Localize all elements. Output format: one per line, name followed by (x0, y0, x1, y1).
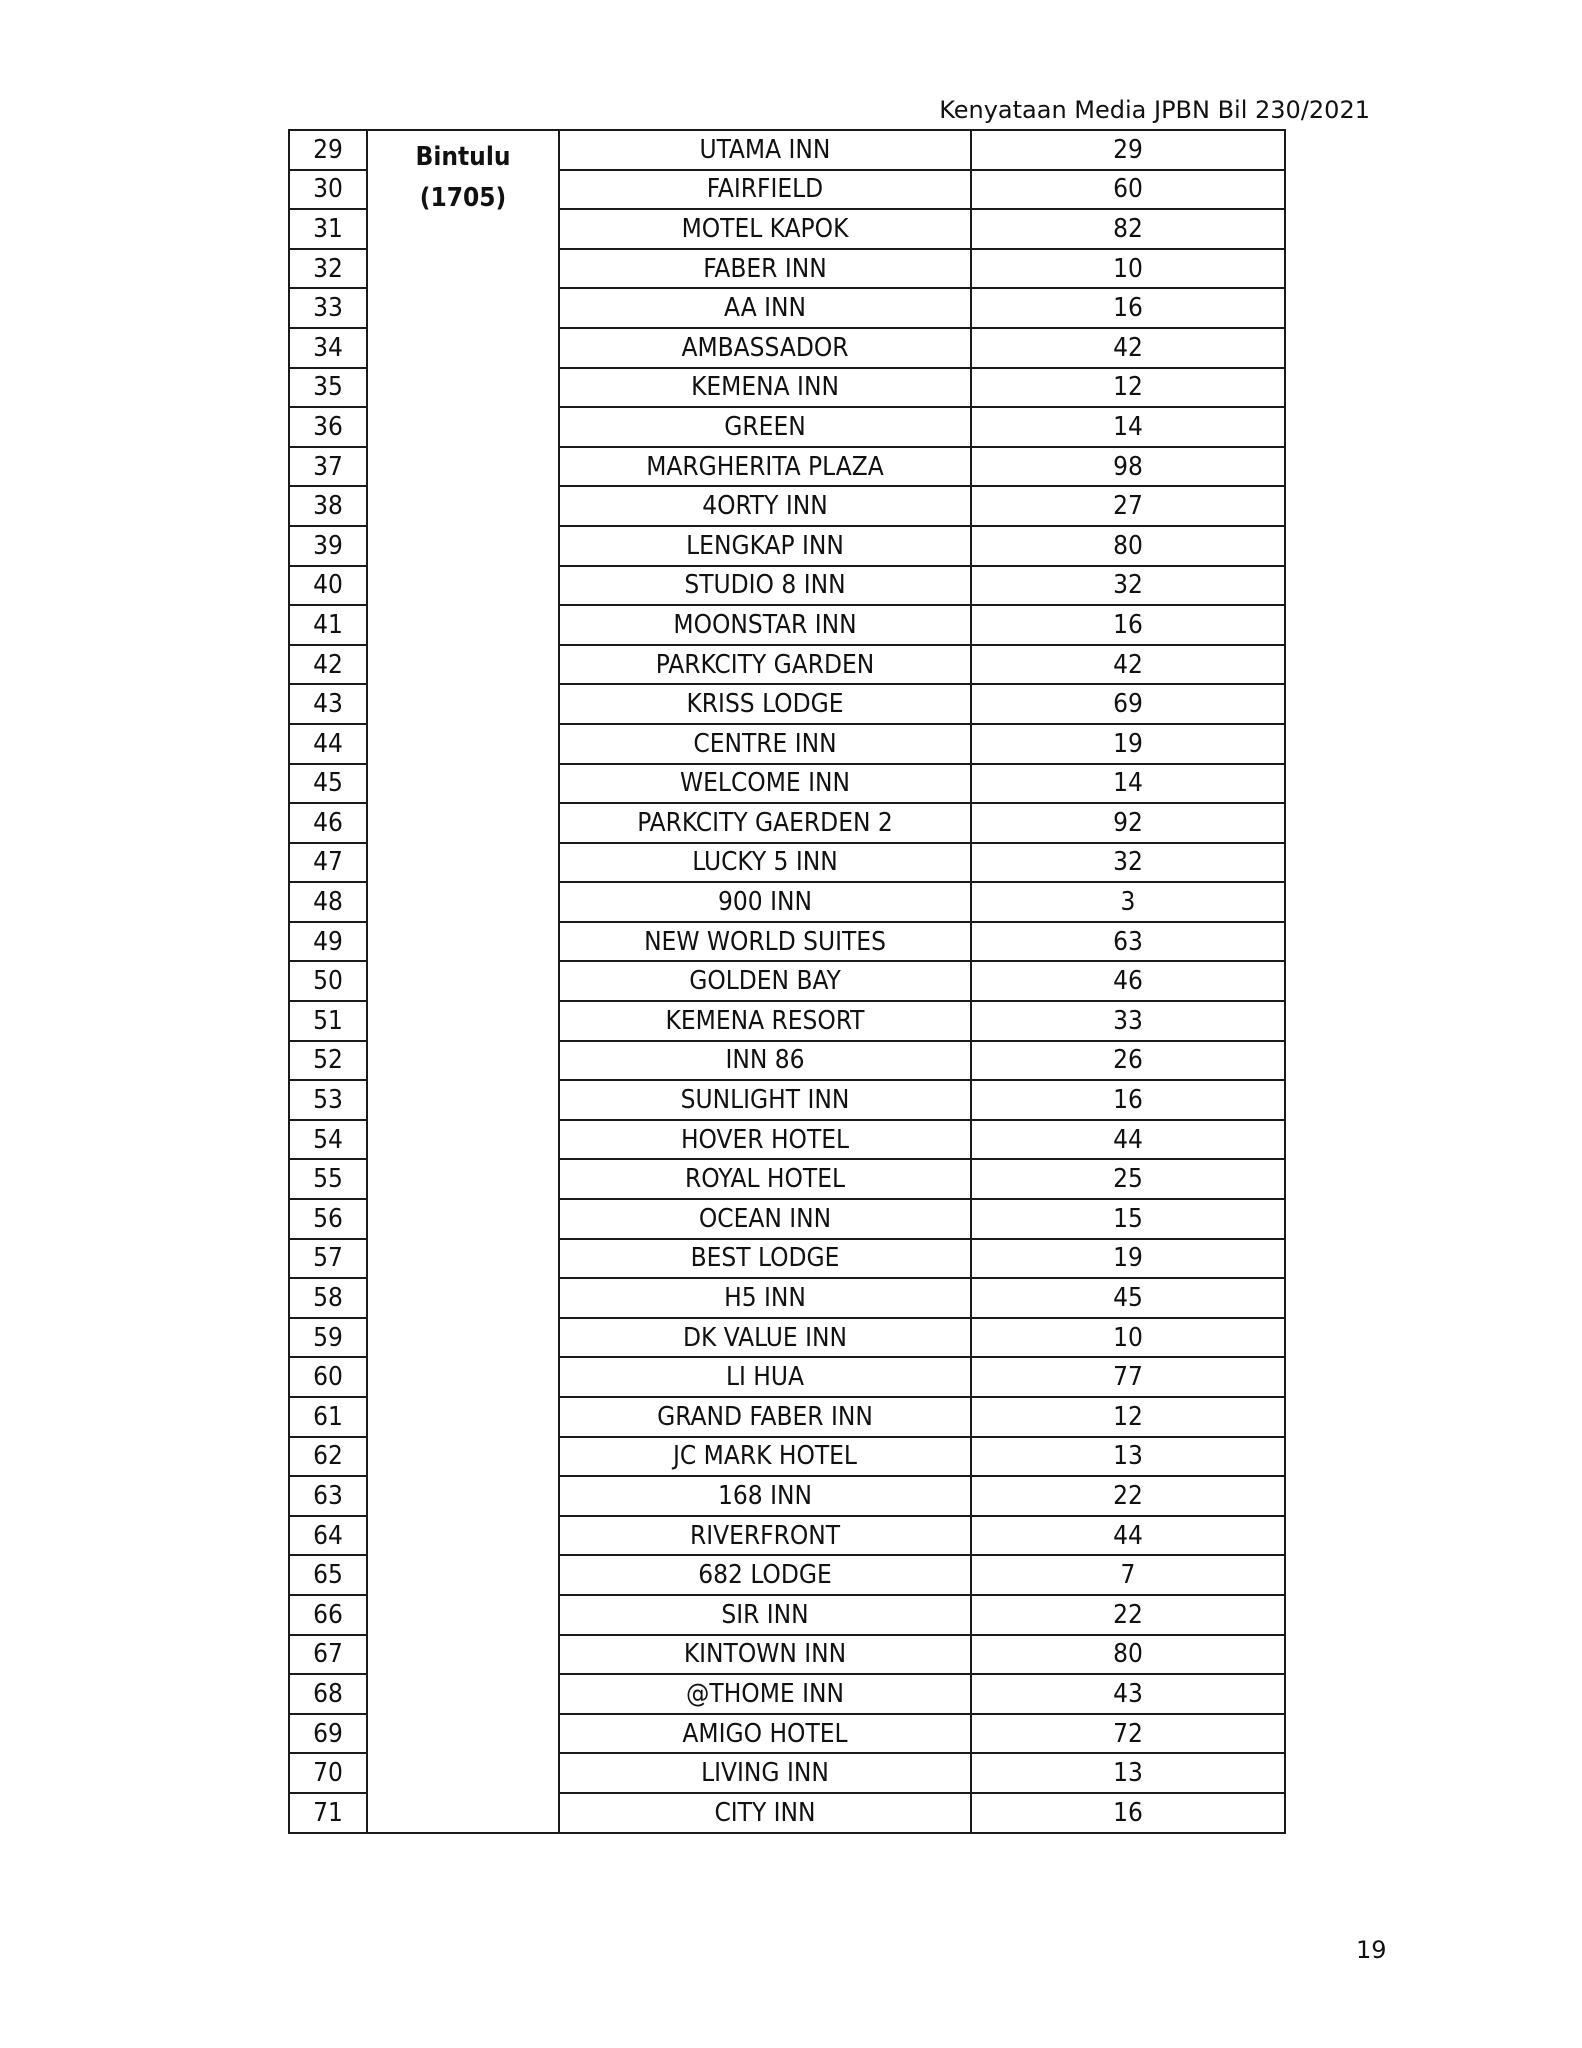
hotel-name: JC MARK HOTEL (559, 1437, 971, 1477)
row-number: 36 (289, 407, 367, 447)
hotel-name: LI HUA (559, 1357, 971, 1397)
row-number: 47 (289, 843, 367, 883)
row-number: 46 (289, 803, 367, 843)
row-number: 42 (289, 645, 367, 685)
hotel-count: 45 (971, 1278, 1285, 1318)
division-total: (1705) (419, 183, 507, 213)
hotel-name: CITY INN (559, 1793, 971, 1833)
hotel-name: WELCOME INN (559, 764, 971, 804)
row-number: 71 (289, 1793, 367, 1833)
hotel-count: 98 (971, 447, 1285, 487)
row-number: 39 (289, 526, 367, 566)
hotel-name: OCEAN INN (559, 1199, 971, 1239)
hotel-count: 32 (971, 566, 1285, 606)
hotel-count: 19 (971, 1239, 1285, 1279)
hotel-count: 16 (971, 605, 1285, 645)
division-name: Bintulu (415, 142, 511, 172)
row-number: 49 (289, 922, 367, 962)
hotel-count: 33 (971, 1001, 1285, 1041)
hotel-name: 4ORTY INN (559, 486, 971, 526)
row-number: 44 (289, 724, 367, 764)
hotel-name: LENGKAP INN (559, 526, 971, 566)
hotel-name: KEMENA RESORT (559, 1001, 971, 1041)
hotel-count: 46 (971, 961, 1285, 1001)
hotel-count: 10 (971, 249, 1285, 289)
hotel-count: 80 (971, 1635, 1285, 1675)
page-header: Kenyataan Media JPBN Bil 230/2021 (939, 96, 1370, 124)
hotel-count: 3 (971, 882, 1285, 922)
row-number: 51 (289, 1001, 367, 1041)
hotel-count: 19 (971, 724, 1285, 764)
hotel-count: 22 (971, 1476, 1285, 1516)
row-number: 52 (289, 1041, 367, 1081)
row-number: 43 (289, 684, 367, 724)
hotel-count: 92 (971, 803, 1285, 843)
hotel-name: UTAMA INN (559, 130, 971, 170)
row-number: 32 (289, 249, 367, 289)
hotel-name: SIR INN (559, 1595, 971, 1635)
hotel-name: CENTRE INN (559, 724, 971, 764)
row-number: 62 (289, 1437, 367, 1477)
hotel-count: 32 (971, 843, 1285, 883)
row-number: 45 (289, 764, 367, 804)
hotel-count: 63 (971, 922, 1285, 962)
hotel-count: 12 (971, 1397, 1285, 1437)
hotel-name: ROYAL HOTEL (559, 1159, 971, 1199)
hotel-name: AMBASSADOR (559, 328, 971, 368)
hotel-name: 682 LODGE (559, 1555, 971, 1595)
hotel-name: PARKCITY GARDEN (559, 645, 971, 685)
row-number: 63 (289, 1476, 367, 1516)
hotel-count: 26 (971, 1041, 1285, 1081)
row-number: 29 (289, 130, 367, 170)
row-number: 61 (289, 1397, 367, 1437)
hotel-name: MARGHERITA PLAZA (559, 447, 971, 487)
hotel-count: 15 (971, 1199, 1285, 1239)
hotel-name: INN 86 (559, 1041, 971, 1081)
hotel-table (288, 129, 1286, 1834)
row-number: 64 (289, 1516, 367, 1556)
row-number: 31 (289, 209, 367, 249)
row-number: 65 (289, 1555, 367, 1595)
row-number: 59 (289, 1318, 367, 1358)
hotel-count: 14 (971, 764, 1285, 804)
row-number: 54 (289, 1120, 367, 1160)
hotel-count: 16 (971, 288, 1285, 328)
row-number: 50 (289, 961, 367, 1001)
row-number: 41 (289, 605, 367, 645)
hotel-name: MOONSTAR INN (559, 605, 971, 645)
hotel-name: GOLDEN BAY (559, 961, 971, 1001)
hotel-count: 29 (971, 130, 1285, 170)
hotel-count: 43 (971, 1674, 1285, 1714)
hotel-name: H5 INN (559, 1278, 971, 1318)
row-number: 38 (289, 486, 367, 526)
page-number: 19 (1356, 1936, 1387, 1964)
hotel-count: 10 (971, 1318, 1285, 1358)
hotel-count: 82 (971, 209, 1285, 249)
row-number: 67 (289, 1635, 367, 1675)
hotel-count: 7 (971, 1555, 1285, 1595)
hotel-count: 44 (971, 1120, 1285, 1160)
hotel-name: STUDIO 8 INN (559, 566, 971, 606)
hotel-count: 16 (971, 1080, 1285, 1120)
row-number: 66 (289, 1595, 367, 1635)
row-number: 33 (289, 288, 367, 328)
hotel-name: AA INN (559, 288, 971, 328)
hotel-count: 72 (971, 1714, 1285, 1754)
row-number: 60 (289, 1357, 367, 1397)
hotel-count: 12 (971, 368, 1285, 408)
hotel-name: FABER INN (559, 249, 971, 289)
row-number: 69 (289, 1714, 367, 1754)
hotel-name: SUNLIGHT INN (559, 1080, 971, 1120)
hotel-name: @THOME INN (559, 1674, 971, 1714)
row-number: 58 (289, 1278, 367, 1318)
hotel-count: 42 (971, 645, 1285, 685)
hotel-count: 69 (971, 684, 1285, 724)
row-number: 40 (289, 566, 367, 606)
hotel-count: 14 (971, 407, 1285, 447)
hotel-name: BEST LODGE (559, 1239, 971, 1279)
hotel-name: LIVING INN (559, 1753, 971, 1793)
row-number: 70 (289, 1753, 367, 1793)
hotel-count: 13 (971, 1437, 1285, 1477)
hotel-name: KINTOWN INN (559, 1635, 971, 1675)
table-row (289, 130, 1285, 170)
hotel-name: AMIGO HOTEL (559, 1714, 971, 1754)
row-number: 30 (289, 170, 367, 210)
hotel-name: FAIRFIELD (559, 170, 971, 210)
row-number: 55 (289, 1159, 367, 1199)
hotel-count: 77 (971, 1357, 1285, 1397)
row-number: 56 (289, 1199, 367, 1239)
hotel-count: 44 (971, 1516, 1285, 1556)
row-number: 48 (289, 882, 367, 922)
hotel-name: HOVER HOTEL (559, 1120, 971, 1160)
hotel-count: 27 (971, 486, 1285, 526)
hotel-name: RIVERFRONT (559, 1516, 971, 1556)
row-number: 68 (289, 1674, 367, 1714)
hotel-name: 168 INN (559, 1476, 971, 1516)
hotel-name: GRAND FABER INN (559, 1397, 971, 1437)
hotel-count: 16 (971, 1793, 1285, 1833)
hotel-name: DK VALUE INN (559, 1318, 971, 1358)
hotel-name: KEMENA INN (559, 368, 971, 408)
hotel-count: 22 (971, 1595, 1285, 1635)
row-number: 35 (289, 368, 367, 408)
row-number: 34 (289, 328, 367, 368)
row-number: 57 (289, 1239, 367, 1279)
hotel-name: 900 INN (559, 882, 971, 922)
division-cell (367, 130, 559, 1833)
row-number: 37 (289, 447, 367, 487)
hotel-count: 80 (971, 526, 1285, 566)
table-body (289, 130, 1285, 1833)
hotel-name: PARKCITY GAERDEN 2 (559, 803, 971, 843)
hotel-count: 60 (971, 170, 1285, 210)
hotel-name: MOTEL KAPOK (559, 209, 971, 249)
hotel-name: LUCKY 5 INN (559, 843, 971, 883)
hotel-count: 42 (971, 328, 1285, 368)
hotel-name: GREEN (559, 407, 971, 447)
row-number: 53 (289, 1080, 367, 1120)
hotel-count: 13 (971, 1753, 1285, 1793)
hotel-count: 25 (971, 1159, 1285, 1199)
hotel-name: KRISS LODGE (559, 684, 971, 724)
hotel-name: NEW WORLD SUITES (559, 922, 971, 962)
